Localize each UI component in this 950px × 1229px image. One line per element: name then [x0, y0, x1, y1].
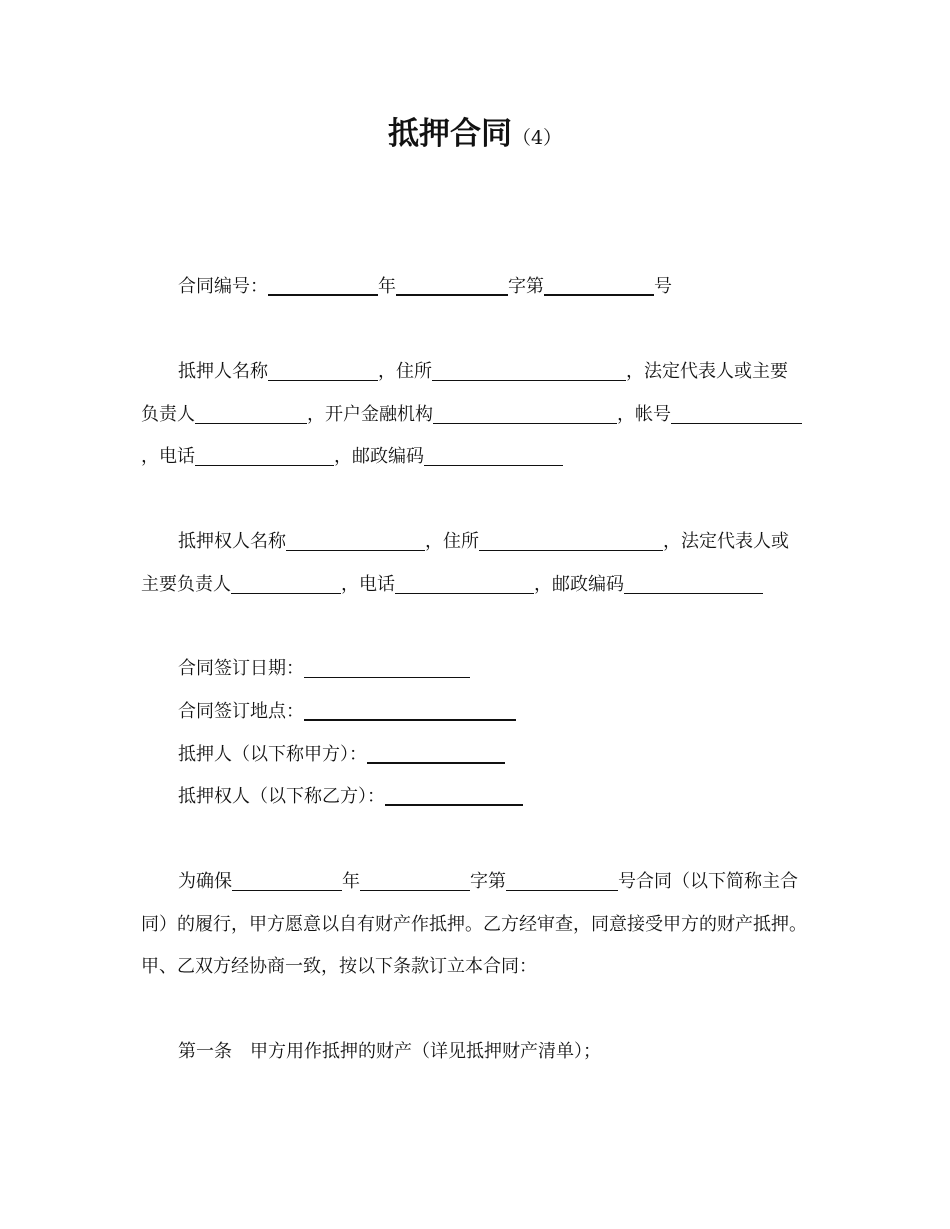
purpose-year-blank[interactable]: [232, 870, 342, 891]
document-title: [0, 112, 950, 161]
purpose-suffix: 号合同（以下简称主合: [618, 871, 798, 892]
contract-word-blank[interactable]: [396, 274, 508, 296]
party-a-label: 抵押人（以下称甲方）：: [178, 744, 367, 765]
mortgagee-postal-label: ，邮政编码: [534, 574, 624, 595]
mortgagee-line-2: [141, 570, 763, 600]
article-1: [178, 1037, 601, 1067]
article-1-number: 第一条: [178, 1041, 232, 1062]
mortgagee-rep-blank[interactable]: [231, 573, 341, 594]
purpose-num-blank[interactable]: [506, 870, 618, 891]
purpose-prefix: 为确保: [178, 871, 232, 892]
mortgagee-name-blank[interactable]: [286, 530, 425, 551]
signing-place-line: [178, 697, 516, 727]
mortgagor-line-3: [141, 442, 563, 472]
mortgagee-line-1: [178, 527, 789, 557]
contract-word-label: 字第: [508, 276, 544, 297]
mortgagee-address-blank[interactable]: [479, 530, 663, 551]
mortgagor-address-blank[interactable]: [432, 360, 626, 381]
mortgagor-postal-blank[interactable]: [424, 445, 563, 466]
mortgagor-bank-blank[interactable]: [433, 403, 617, 424]
signing-date-label: 合同签订日期：: [178, 658, 304, 679]
mortgagee-phone-label: ，电话: [341, 574, 395, 595]
mortgagor-address-label: ，住所: [378, 361, 432, 382]
purpose-line-1: [178, 867, 798, 897]
purpose-line-3: 甲、乙双方经协商一致，按以下条款订立本合同：: [141, 956, 537, 977]
contract-year-label: 年: [378, 276, 396, 297]
mortgagor-rep-label-cont: 负责人: [141, 404, 195, 425]
mortgagor-line-2: [141, 400, 802, 430]
signing-date-blank[interactable]: [304, 657, 470, 678]
signing-place-label: 合同签订地点：: [178, 701, 304, 722]
mortgagor-name-blank[interactable]: [268, 360, 378, 381]
party-b-label: 抵押权人（以下称乙方）：: [178, 786, 385, 807]
signing-place-blank[interactable]: [304, 699, 516, 721]
party-a-blank[interactable]: [367, 742, 505, 764]
mortgagee-address-label: ，住所: [425, 531, 479, 552]
mortgagee-rep-label-cont: 主要负责人: [141, 574, 231, 595]
mortgagor-account-label: ，帐号: [617, 404, 671, 425]
purpose-line-2: 同）的履行，甲方愿意以自有财产作抵押。乙方经审查，同意接受甲方的财产抵押。: [141, 914, 807, 935]
contract-number-label: 合同编号：: [178, 276, 268, 297]
contract-number-line: [178, 272, 672, 302]
mortgagor-line-1: [178, 357, 788, 387]
purpose-year-label: 年: [342, 871, 360, 892]
contract-num-label: 号: [654, 276, 672, 297]
mortgagee-rep-label: ，法定代表人或: [663, 531, 789, 552]
mortgagee-name-label: 抵押权人名称: [178, 531, 286, 552]
purpose-word-label: 字第: [470, 871, 506, 892]
mortgagor-account-blank[interactable]: [671, 403, 802, 424]
mortgagor-phone-label: ，电话: [141, 446, 195, 467]
mortgagor-phone-blank[interactable]: [195, 445, 334, 466]
party-b-blank[interactable]: [385, 784, 523, 806]
mortgagor-postal-label: ，邮政编码: [334, 446, 424, 467]
contract-year-blank[interactable]: [268, 274, 378, 296]
mortgagor-name-label: 抵押人名称: [178, 361, 268, 382]
mortgagee-postal-blank[interactable]: [624, 573, 763, 594]
mortgagor-bank-label: ，开户金融机构: [307, 404, 433, 425]
party-b-line: [178, 782, 523, 812]
contract-num-blank[interactable]: [544, 274, 654, 296]
title-main: 抵押合同: [387, 116, 512, 152]
title-sub: （4）: [511, 127, 563, 149]
mortgagor-rep-blank[interactable]: [195, 403, 307, 424]
party-a-line: [178, 740, 505, 770]
mortgagee-phone-blank[interactable]: [395, 573, 534, 594]
signing-date-line: [178, 654, 470, 684]
mortgagor-rep-label: ，法定代表人或主要: [626, 361, 788, 382]
article-1-text: 甲方用作抵押的财产（详见抵押财产清单）；: [250, 1041, 601, 1062]
purpose-word-blank[interactable]: [360, 870, 470, 891]
